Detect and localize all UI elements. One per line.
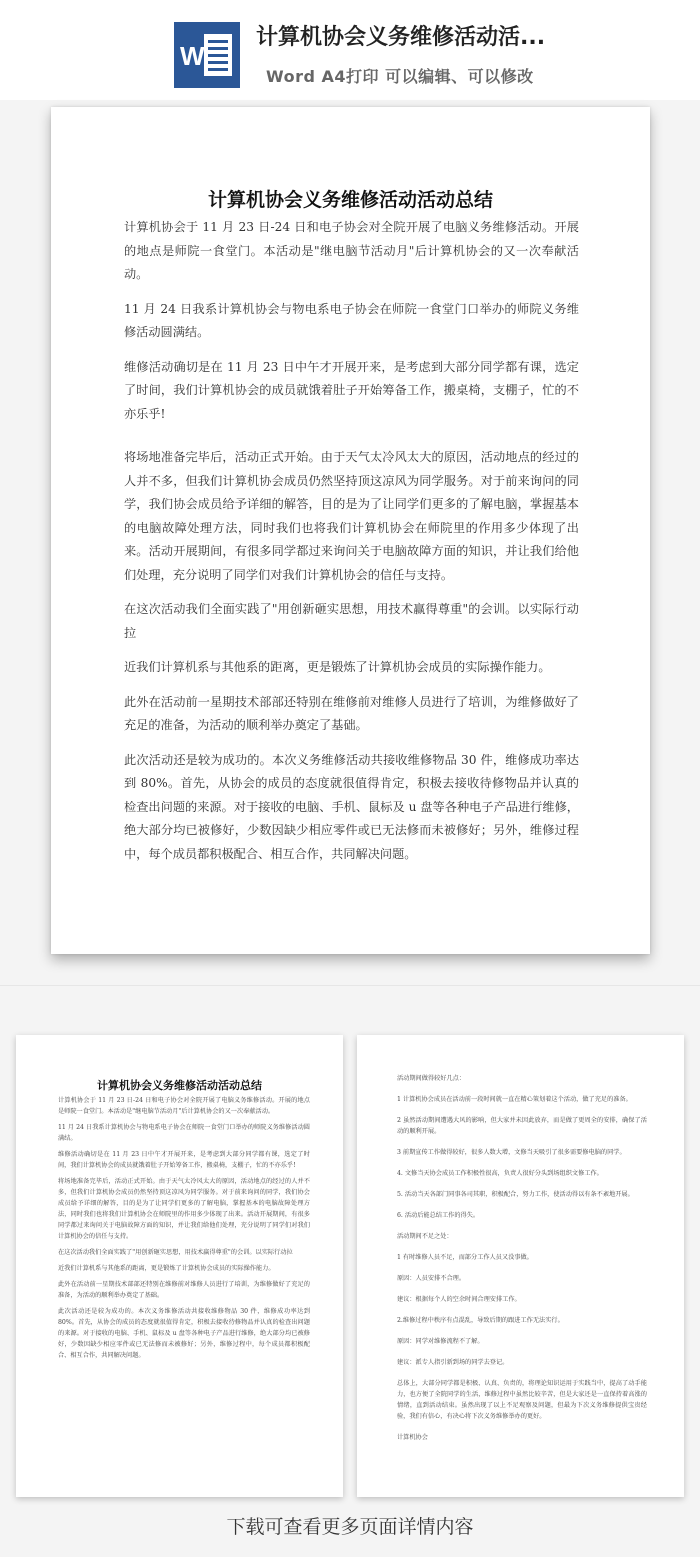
download-more-link[interactable]: 下载可查看更多页面详情内容 (226, 1516, 474, 1538)
thumbnail-paragraph: 建议：根据每个人的空余时间合理安排工作。 (397, 1296, 521, 1303)
thumbnail-paragraph: 活动期间不足之处： (397, 1233, 453, 1240)
header-banner (0, 0, 700, 100)
thumbnail-body (58, 1095, 310, 1366)
svg-text:W: W (180, 41, 205, 71)
thumbnail-paragraph: 计算机协会 (397, 1434, 428, 1441)
thumbnail-paragraph: 原因：人员安排不合理。 (397, 1275, 466, 1282)
thumbnail-paragraph: 维修活动确切是在 11 月 23 日中午才开展开来，是考虑到大部分同学都有课，选定了时间，我们计算机协会的成员就饿着肚子开始筹备工作，搬桌椅，支棚子，忙的不亦乐乎! (58, 1151, 310, 1169)
thumbnail-paragraph: 将场地准备完毕后，活动正式开始。由于天气太冷风太大的原因，活动地点的经过的人并不多，但我们计算机协会成员仍然坚持顶这凉风为同学服务。对于前来询问的同学，我们协会成员给予详细的解答，目的是为了让同学们更多的了解电脑，掌握基本的电脑故障处理方法，同时我们也将我们计算机协会在师院里的作用多少体现了出来。活动开展期间，有很多同学都过来询问关于电脑故障方面的知识，并让我们给他们处理，充分说明了同学们对我们计算机协会的信任与支持。 (58, 1178, 310, 1240)
page-thumbnail-1[interactable] (16, 1035, 343, 1497)
thumbnail-paragraph: 活动期间做得较好几点： (397, 1075, 466, 1082)
thumbnail-paragraph: 3 前期宣传工作做得较好，很多人数大增，文修当天吸引了很多需要修电脑的同学。 (397, 1149, 626, 1156)
thumbnail-paragraph: 2 虽然活动期间遭遇大风的影响，但大家并未因此放弃，而是做了更周全的安排，确保了活动的顺利开展。 (397, 1117, 647, 1135)
thumbnail-paragraph: 1 有时维修人员不足，而部分工作人员又没事做。 (397, 1254, 533, 1261)
word-document-icon (174, 22, 240, 88)
thumbnail-title: 计算机协会义务维修活动活动总结 (97, 1079, 262, 1092)
document-subtitle: Word A4打印 可以编辑、可以修改 (266, 67, 534, 86)
document-page-preview (51, 107, 650, 954)
thumbnail-paragraph: 此次活动还是较为成功的。本次义务维修活动共接收维修物品 30 件，维修成功率达到 80%。首先，从协会的成员的态度就很值得肯定，积极去接收待修物品并认真的检查出问题的来源。对于接收的电脑、手机、鼠标及 u 盘等各种电子产品进行维修，绝大部分均已被修好，少数因缺少相应零件或已无法修而未被修好；另外，维修过程中，每个成员都积极配合、相互合作，共同解决问题。 (58, 1308, 310, 1359)
body-paragraph: 计算机协会于 11 月 23 日-24 日和电子协会对全院开展了电脑义务维修活动。开展的地点是师院一食堂门。本活动是"继电脑节活动月"后计算机协会的又一次奉献活动。 (124, 220, 579, 281)
thumbnail-paragraph: 此外在活动前一星期技术部部还特别在维修前对维修人员进行了培训，为维修做好了充足的准备，为活动的顺利举办奠定了基础。 (58, 1281, 310, 1299)
page-title: 计算机协会义务维修活动活动总结 (207, 189, 493, 211)
document-title: 计算机协会义务维修活动活... (256, 25, 546, 50)
thumbnail-paragraph: 5. 活动当天各部门同事各司其职，积极配合，努力工作，使活动得以有条不紊地开展。 (397, 1191, 634, 1198)
thumbnail-paragraph: 1 计算机协会成员在活动前一段时间就一直在精心策划着这个活动，做了充足的准备。 (397, 1096, 632, 1103)
thumbnail-paragraph: 4. 文修当天协会成员工作积极性很高，负责人很好分头到场组织文修工作。 (397, 1170, 603, 1177)
thumbnail-paragraph: 11 月 24 日我系计算机协会与物电系电子协会在师院一食堂门口举办的师院义务维修活动圆满结。 (58, 1124, 310, 1142)
section-divider (0, 985, 700, 986)
thumbnail-paragraph: 原因：同学对维修流程不了解。 (397, 1338, 484, 1345)
page-thumbnail-2[interactable] (357, 1035, 684, 1497)
body-paragraph: 此次活动还是较为成功的。本次义务维修活动共接收维修物品 30 件，维修成功率达到 80%。首先，从协会的成员的态度就很值得肯定，积极去接收待修物品并认真的检查出问题的来源。对于接收的电脑、手机、鼠标及 u 盘等各种电子产品进行维修，绝大部分均已被修好，少数因缺少相应零件或已无法修而未被修好；另外，维修过程中，每个成员都积极配合、相互合作，共同解决问题。 (124, 752, 579, 861)
page-body (124, 216, 579, 877)
body-paragraph: 在这次活动我们全面实践了"用创新砸实思想，用技术赢得尊重"的会训。以实际行动拉 (124, 602, 579, 640)
body-paragraph: 此外在活动前一星期技术部部还特别在维修前对维修人员进行了培训，为维修做好了充足的准备，为活动的顺利举办奠定了基础。 (124, 694, 579, 732)
body-paragraph: 近我们计算机系与其他系的距离，更是锻炼了计算机协会成员的实际操作能力。 (124, 660, 551, 674)
thumbnail-paragraph: 在这次活动我们全面实践了"用创新砸实思想，用技术赢得尊重"的会训。以实际行动拉 (58, 1249, 293, 1256)
body-paragraph: 11 月 24 日我系计算机协会与物电系电子协会在师院一食堂门口举办的师院义务维修活动圆满结。 (124, 301, 579, 339)
thumbnail-paragraph: 建议：派专人指引新到场的同学去登记。 (397, 1359, 509, 1366)
body-paragraph: 维修活动确切是在 11 月 23 日中午才开展开来，是考虑到大部分同学都有课，选定了时间，我们计算机协会的成员就饿着肚子开始筹备工作，搬桌椅，支棚子，忙的不亦乐乎! (124, 359, 579, 421)
thumbnail-paragraph: 2.维修过程中秩序有点混乱，导致后期的跟进工作无法实行。 (397, 1317, 564, 1324)
body-paragraph: 将场地准备完毕后，活动正式开始。由于天气太冷风太大的原因，活动地点的经过的人并不多，但我们计算机协会成员仍然坚持顶这凉风为同学服务。对于前来询问的同学，我们协会成员给予详细的解答，目的是为了让同学们更多的了解电脑，掌握基本的电脑故障处理方法，同时我们也将我们计算机协会在师院里的作用多少体现了出来。活动开展期间，有很多同学都过来询问关于电脑故障方面的知识，并让我们给他们处理，充分说明了同学们对我们计算机协会的信任与支持。 (124, 450, 579, 582)
thumbnail-paragraph: 计算机协会于 11 月 23 日-24 日和电子协会对全院开展了电脑义务维修活动。开展的地点是师院一食堂门。本活动是"继电脑节活动月"后计算机协会的又一次奉献活动。 (58, 1097, 310, 1115)
thumbnail-paragraph: 总体上，大部分同学都是积极、认真、负责的，将理论知识运用于实践当中，提高了动手能力，也方便了全院同学的生活，维修过程中虽然比较辛苦，但是大家还是一直保持着高涨的情绪，直到活动结束。虽然出现了以上不足观察及问题，但最为下次义务维修提供宝贵经验，我们有信心，有决心将下次义务维修举办的更好。 (397, 1380, 647, 1420)
thumbnail-paragraph: 近我们计算机系与其他系的距离，更是锻炼了计算机协会成员的实际操作能力。 (58, 1265, 275, 1272)
thumbnail-paragraph: 6. 活动后能总结工作的得失。 (397, 1212, 480, 1219)
thumbnail-body (397, 1073, 647, 1453)
